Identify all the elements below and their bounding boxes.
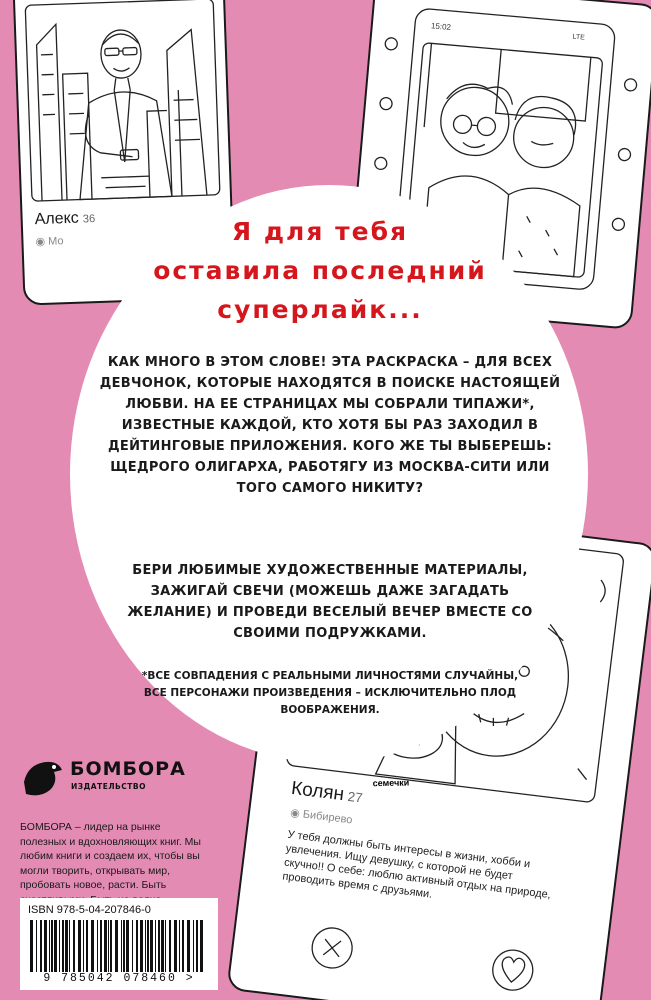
publisher-logo-name: БОМБОРА: [70, 758, 186, 780]
bombora-bird-icon: [20, 752, 66, 802]
headline-line-3: суперлайк...: [217, 295, 423, 324]
description-paragraph-1: КАК МНОГО В ЭТОМ СЛОВЕ! ЭТА РАСКРАСКА – ДЛЯ ВСЕХ ДЕВЧОНОК, КОТОРЫЕ НАХОДЯТСЯ В ПОИСКЕ НАСТОЯЩЕЙ ЛЮБВИ. НА ЕЕ СТРАНИЦАХ МЫ СОБРАЛИ ТИПАЖИ*, ИЗВЕСТНЫЕ КАЖДОЙ, КТО ХОТЯ БЫ РАЗ ЗАХОДИЛ В ДЕЙТИНГОВЫЕ ПРИЛОЖЕНИЯ. КОГО ЖЕ ТЫ ВЫБЕРЕШЬ: ЩЕДРОГО ОЛИГАРХА, РАБОТЯГУ ИЗ МОСКВА-СИТИ ИЛИ ТОГО САМОГО НИКИТУ?: [99, 355, 561, 496]
publisher-logo: [20, 752, 186, 802]
isbn-text: ISBN 978-5-04-207846-0: [28, 904, 151, 916]
publisher-logo-sub: ИЗДАТЕЛЬСТВО: [71, 782, 146, 791]
card-bio-kolyan: У тебя должны быть интересы в жизни, хобби и увлечения. Ищу девушку, с которой не будет скучно!! О себе: люблю активный отдых на природе, проводить время с друзьями.: [281, 828, 552, 902]
ean-digits: 9 785042 078460 >: [43, 972, 195, 985]
jar-label: семечки: [372, 777, 410, 789]
description-paragraph-2: БЕРИ ЛЮБИМЫЕ ХУДОЖЕСТВЕННЫЕ МАТЕРИАЛЫ, ЗАЖИГАЙ СВЕЧИ (МОЖЕШЬ ДАЖЕ ЗАГАДАТЬ ЖЕЛАНИЕ) И ПРОВЕДИ ВЕСЕЛЫЙ ВЕЧЕР ВМЕСТЕ СО СВОИМИ ПОДРУЖКАМИ.: [127, 563, 533, 641]
card-name-kolyan: Колян 27: [290, 777, 364, 806]
footnote: *ВСЕ СОВПАДЕНИЯ С РЕАЛЬНЫМИ ЛИЧНОСТЯМИ СЛУЧАЙНЫ, ВСЕ ПЕРСОНАЖИ ПРОИЗВЕДЕНИЯ – ИСКЛЮЧИТЕЛЬНО ПЛОД ВООБРАЖЕНИЯ.: [141, 670, 519, 716]
phone-network: LTE: [572, 33, 586, 42]
phone-time: 15:02: [430, 21, 452, 32]
barcode-block: [20, 898, 218, 990]
card-name-alex: Алекс 36: [34, 209, 96, 229]
card-location-kolyan: ◉ Бибирево: [289, 806, 354, 827]
headline-line-2: оставила последний: [153, 256, 487, 285]
card-location-alex: ◉ Мо: [35, 235, 64, 249]
barcode-icon: [28, 920, 210, 972]
headline-line-1: Я для тебя: [231, 217, 409, 246]
publisher-description: БОМБОРА – лидер на рынке полезных и вдохновляющих книг. Мы любим книги и создаем их, чтобы вы могли творить, открывать мир, пробовать новое, расти. Быть: [20, 821, 201, 892]
headline: [150, 212, 490, 329]
